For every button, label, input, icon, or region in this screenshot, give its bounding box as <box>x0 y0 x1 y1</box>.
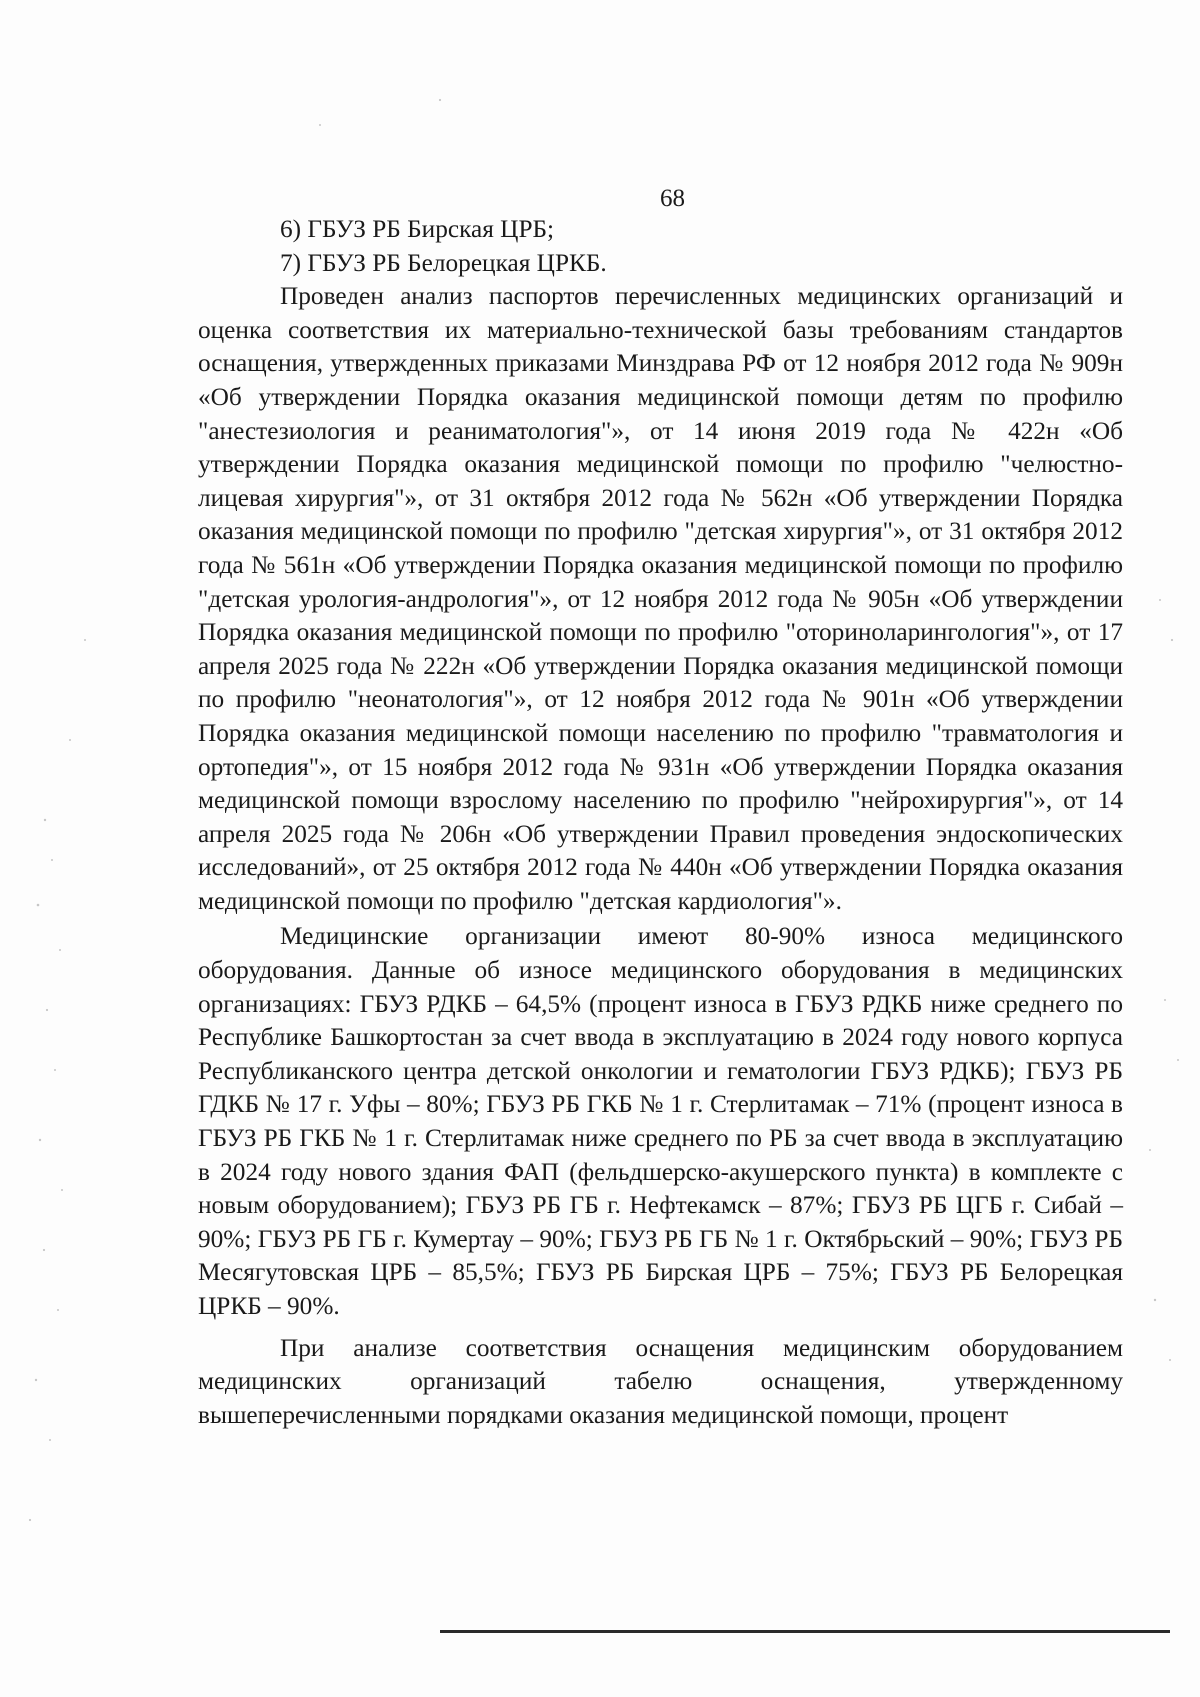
document-body <box>198 213 1123 1432</box>
paragraph-standards-analysis: Проведен анализ паспортов перечисленных медицинских организаций и оценка соответствия их материально-технической базы требованиям стандартов оснащения, утвержденных приказами Минздрава РФ от 12 ноября 2012 года № 909н «Об утверждении Порядка оказания медицинской помощи детям по профилю "анестезиология и реаниматология"», от 14 июня 2019 года № 422н «Об утверждении Порядка оказания медицинской помощи по профилю "челюстно-лицевая хирургия"», от 31 октября 2012 года № 562н «Об утверждении Порядка оказания медицинской помощи по профилю "детская хирургия"», от 31 октября 2012 года № 561н «Об утверждении Порядка оказания медицинской помощи по профилю "детская урология-андрология"», от 12 ноября 2012 года № 905н «Об утверждении Порядка оказания медицинской помощи по профилю "оториноларингология"», от 17 апреля 2025 года № 222н «Об утверждении Порядка оказания медицинской помощи по профилю "неонатология"», от 12 ноября 2012 года № 901н «Об утверждении Порядка оказания медицинской помощи населению по профилю "травматология и ортопедия"», от 15 ноября 2012 года № 931н «Об утверждении Порядка оказания медицинской помощи взрослому населению по профилю "нейрохирургия"», от 14 апреля 2025 года № 206н «Об утверждении Правил проведения эндоскопических исследований», от 25 октября 2012 года № 440н «Об утверждении Порядка оказания медицинской помощи по профилю "детская кардиология"». <box>198 282 1123 915</box>
page-number: 68 <box>660 185 685 212</box>
list-item: 6) ГБУЗ РБ Бирская ЦРБ; <box>280 215 555 243</box>
list-item: 7) ГБУЗ РБ Белорецкая ЦРКБ. <box>280 248 607 277</box>
paragraph-equipment-compliance: При анализе соответствия оснащения медицинским оборудованием медицинских организаций табелю оснащения, утвержденному вышеперечисленными порядками оказания медицинской помощи, процент <box>198 1333 1123 1429</box>
scan-bottom-rule <box>440 1630 1170 1633</box>
paragraph-equipment-wear: Медицинские организации имеют 80-90% износа медицинского оборудования. Данные об износе медицинского оборудования в медицинских организациях: ГБУЗ РДКБ – 64,5% (процент износа в ГБУЗ РДКБ ниже среднего по Республике Башкортостан за счет ввода в эксплуатацию в 2024 году нового корпуса Республиканского центра детской онкологии и гематологии ГБУЗ РДКБ); ГБУЗ РБ ГДКБ № 17 г. Уфы – 80%; ГБУЗ РБ ГКБ № 1 г. Стерлитамак – 71% (процент износа в ГБУЗ РБ ГКБ № 1 г. Стерлитамак ниже среднего по РБ за счет ввода в эксплуатацию в 2024 году нового здания ФАП (фельдшерско-акушерского пункта) в комплекте с новым оборудованием); ГБУЗ РБ ГБ г. Нефтекамск – 87%; ГБУЗ РБ ЦГБ г. Сибай – 90%; ГБУЗ РБ ГБ г. Кумертау – 90%; ГБУЗ РБ ГБ № 1 г. Октябрьский – 90%; ГБУЗ РБ Месягутовская ЦРБ – 85,5%; ГБУЗ РБ Бирская ЦРБ – 75%; ГБУЗ РБ Белорецкая ЦРКБ – 90%. <box>198 922 1123 1320</box>
